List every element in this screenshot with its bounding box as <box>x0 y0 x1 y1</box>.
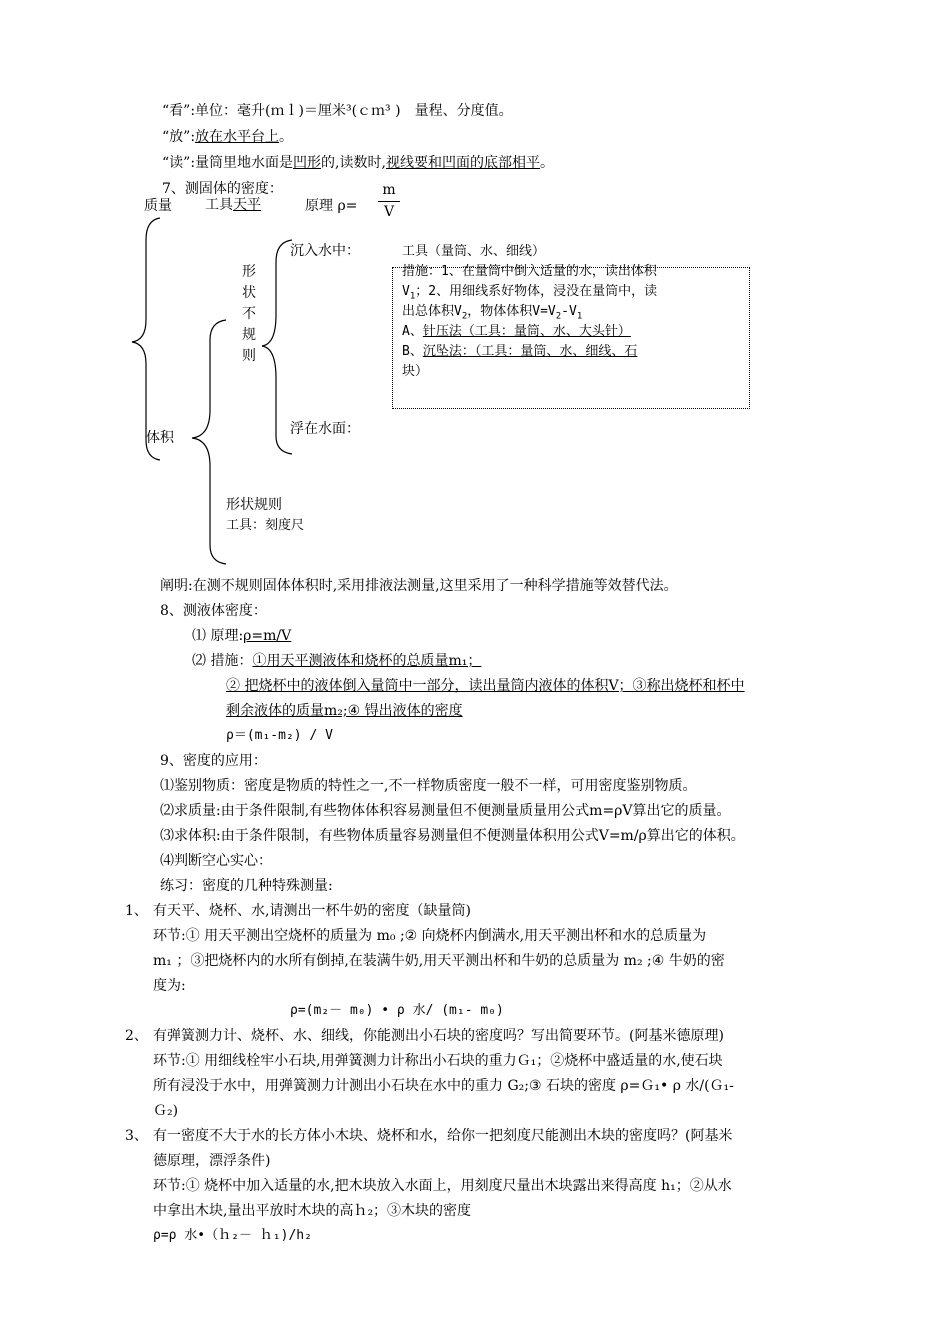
irregular-char-5: 则 <box>242 348 256 364</box>
read-a: :量筒里地水面是 <box>190 155 294 171</box>
box-l2a: V <box>402 284 410 299</box>
regular-label: 形状规则 <box>226 497 282 513</box>
box-l3f: 1 <box>576 311 583 322</box>
s9-hollow: ⑷判断空心实心： <box>160 853 272 869</box>
float-label: 浮在水面： <box>290 421 360 437</box>
box-l3a: 出总体积V <box>402 304 462 319</box>
box-method-b-cont: 块） <box>402 364 429 379</box>
read-concave: 凹形 <box>293 155 322 171</box>
q1-formula: ρ=(m₂－ m₀) • ρ 水/ (m₁- m₀) <box>290 1003 504 1018</box>
s9-mass: ⑵求质量:由于条件限制,有些物体体积容易测量但不便测量质量用公式m=ρV算出它的质量。 <box>160 803 731 819</box>
read-e: 。 <box>539 155 554 171</box>
s9-volume: ⑶求体积:由于条件限制，有些物体质量容易测量但不便测量体积用公式V=m/ρ算出它的体积。 <box>160 828 745 844</box>
put-sep: : <box>190 129 196 145</box>
section7-title: 7、测固体的密度： <box>162 181 283 197</box>
q3-text: 有一密度不大于水的长方体小木块、烧杯和水，给你一把刻度尺能测出木块的密度吗？(阿基米 <box>153 1128 733 1144</box>
q2-number: 2、 <box>125 1028 148 1044</box>
look-label: “看” <box>162 103 191 119</box>
box-l3b: 2 <box>461 311 468 322</box>
irregular-char-2: 状 <box>242 285 256 301</box>
q1-text: 有天平、烧杯、水,请测出一杯牛奶的密度（缺量筒) <box>153 903 471 919</box>
box-line1: 措施：1、在量筒中倒入适量的水，读出体积 <box>402 264 657 279</box>
s8-step2: ② 把烧杯中的液体倒入量筒中一部分，读出量筒内液体的体积V；③称出烧杯和杯中 <box>226 678 745 694</box>
fraction-denominator: V <box>383 204 395 220</box>
section8-title: 8、测液体密度： <box>160 603 267 619</box>
volume-label: 体积 <box>146 430 174 446</box>
s8-formula: ρ＝(m₁-m₂) / V <box>226 728 333 743</box>
q2-step-a: 环节:① 用细线栓牢小石块,用弹簧测力计称出小石块的重力Ｇ₁；②烧杯中盛适量的水,使石块 <box>153 1053 723 1069</box>
q3-formula: ρ=ρ 水•（ｈ₂－ ｈ₁)/h₂ <box>153 1228 312 1243</box>
read-label: “读” <box>162 155 191 171</box>
box-b-pre: B、 <box>402 344 423 359</box>
q2-text: 有弹簧测力计、烧杯、水、细线，你能测出小石块的密度吗？写出简要环节。(阿基米德原理) <box>153 1028 724 1044</box>
look-text: :单位：毫升(ｍｌ)＝厘米³(ｃｍ³ ) 量程、分度值。 <box>190 103 513 119</box>
s8-p1: ρ=m/V <box>243 628 292 644</box>
sink-label: 沉入水中： <box>290 243 360 259</box>
irregular-char-3: 不 <box>242 306 256 322</box>
s8-p1-pre: ⑴ 原理: <box>192 628 244 644</box>
box-line3 <box>402 302 582 322</box>
tool-balance: 天平 <box>233 197 261 213</box>
box-a-name: 针压法 <box>422 324 462 339</box>
q3-number: 3、 <box>125 1128 148 1144</box>
put-text: 放在水平台上 <box>195 129 280 145</box>
s9-identify: ⑴鉴别物质：密度是物质的特性之一,不一样物质密度一般不一样，可用密度鉴别物质。 <box>160 778 697 794</box>
box-l3e: -V <box>561 304 577 319</box>
box-l3d: 2 <box>555 311 562 322</box>
q2-step-b: 所有浸没于水中，用弹簧测力计测出小石块在水中的重力 G₂;③ 石块的密度 ρ=Ｇ₁• ρ 水/(Ｇ₁- <box>153 1078 734 1094</box>
practice-title: 练习：密度的几种特殊测量: <box>160 878 333 894</box>
q3-text-cont: 德原理，漂浮条件) <box>153 1153 271 1169</box>
q3-step-a: 环节:① 烧杯中加入适量的水,把木块放入水面上，用刻度尺量出木块露出来得高度 h₁；②从水 <box>153 1178 732 1194</box>
box-method-a <box>402 322 631 342</box>
tool-prefix: 工具 <box>205 197 233 213</box>
box-line2 <box>402 282 657 302</box>
regular-tool: 工具：刻度尺 <box>226 518 305 533</box>
q1-step-a: 环节:① 用天平测出空烧杯的质量为 m₀ ;② 向烧杯内倒满水,用天平测出杯和水的总质量为 <box>153 928 707 944</box>
s8-method <box>192 651 481 671</box>
irregular-char-4: 规 <box>242 327 256 343</box>
q1-step-b: m₁ ；③把烧杯内的水所有倒掉,在装满牛奶,用天平测出杯和牛奶的总质量为 m₂ ;④ 牛奶的密 <box>153 953 725 969</box>
box-b-tools: ：（工具：量筒、水、细线、石 <box>461 344 638 359</box>
box-tool: 工具（量筒、水、细线） <box>402 244 546 259</box>
s8-step4: 剩余液体的质量m₂;④ 锝出液体的密度 <box>226 703 463 719</box>
s8-p2-pre: ⑵ 措施： <box>192 653 253 669</box>
explain-text: 阐明:在测不规则固体体积时,采用排液法测量,这里采用了一种科学措施等效替代法。 <box>160 578 678 594</box>
box-l2b: 1 <box>409 291 416 302</box>
section9-title: 9、密度的应用： <box>160 753 267 769</box>
put-label: “放” <box>162 129 191 145</box>
q1-step-c: 度为: <box>153 978 186 994</box>
read-sightline: 视线要和凹面的底部相平 <box>385 155 540 171</box>
q1-number: 1、 <box>125 903 148 919</box>
irregular-char-1: 形 <box>242 264 256 280</box>
put-end: 。 <box>279 129 294 145</box>
box-method-b <box>402 342 637 362</box>
q3-step-b: 中拿出木块,量出平放时木块的高ｈ₂；③木块的密度 <box>153 1203 472 1219</box>
box-a-pre: A、 <box>402 324 423 339</box>
mass-label: 质量 <box>144 198 172 214</box>
s8-p2: ①用天平测液体和烧杯的总质量m₁； <box>252 653 482 669</box>
principle-label: 原理 ρ= <box>305 198 358 214</box>
read-c: 的,读数时, <box>321 155 386 171</box>
fraction-numerator: m <box>382 182 396 198</box>
s8-principle <box>192 626 291 646</box>
box-l2c: ；2、用细线系好物体，浸没在量筒中，读 <box>415 284 658 299</box>
box-l3c: ，物体体积V=V <box>467 304 556 319</box>
box-b-name: 沉坠法 <box>422 344 462 359</box>
box-a-tools: （工具：量筒、水、大头针） <box>461 324 631 339</box>
q2-step-c: Ｇ₂) <box>153 1103 179 1119</box>
